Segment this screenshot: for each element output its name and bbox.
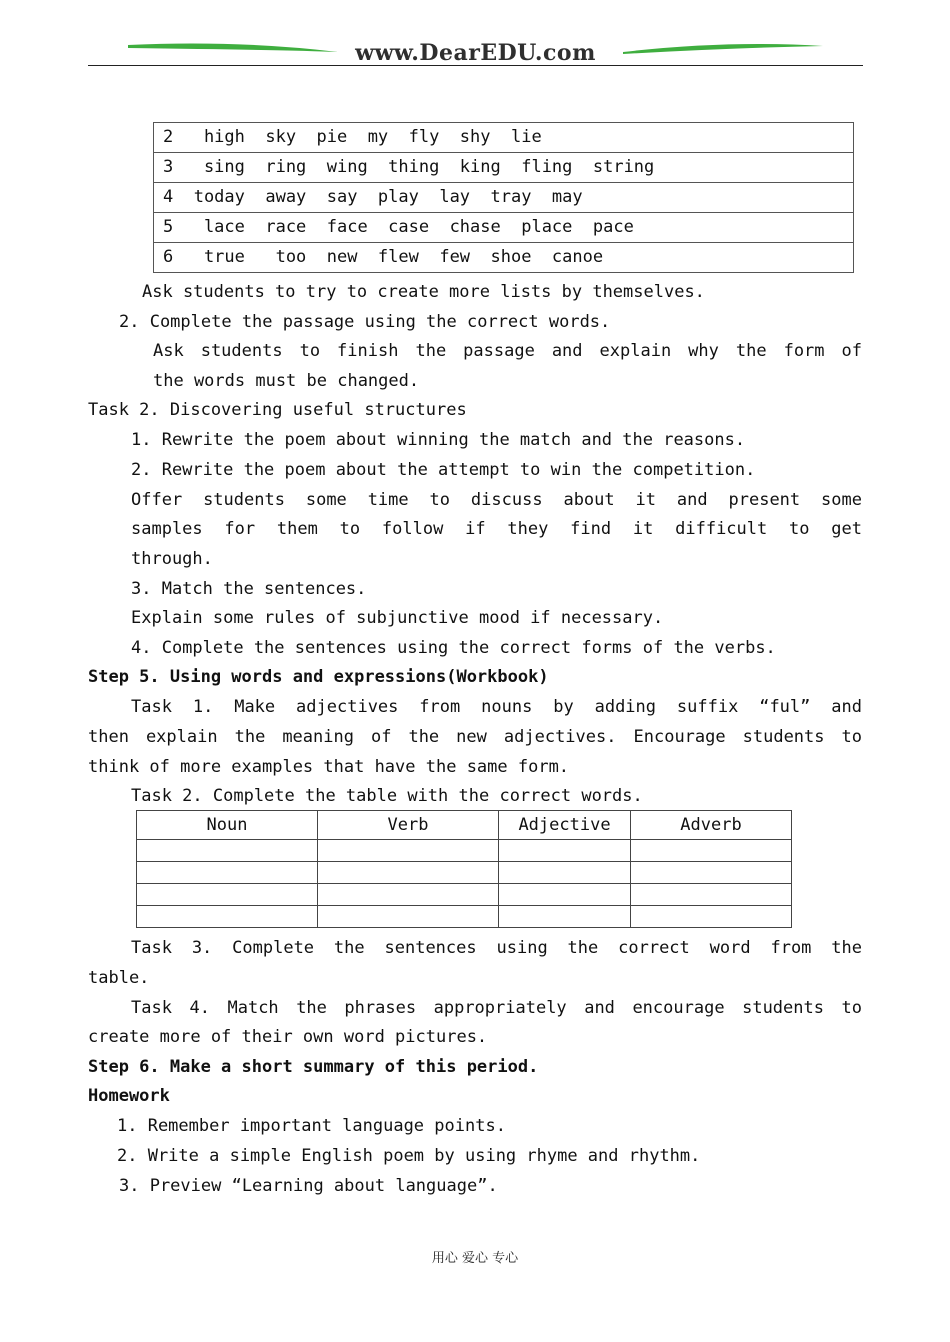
- homework-heading: Homework: [88, 1086, 170, 1106]
- text-line: table.: [88, 968, 150, 988]
- table-cell: [137, 862, 318, 884]
- list-item: 1. Remember important language points.: [117, 1116, 506, 1136]
- text-line: Ask students to finish the passage and explain why the form of: [153, 341, 862, 361]
- site-title: www.DearEDU.com: [355, 40, 596, 66]
- table-row: [154, 243, 854, 273]
- list-item: 4. Complete the sentences using the correct forms of the verbs.: [131, 638, 776, 658]
- table-row: [154, 213, 854, 243]
- table-cell: [631, 840, 792, 862]
- table-row: [137, 884, 792, 906]
- word-list-table: [153, 122, 854, 273]
- table-cell: 6 true too new flew few shoe canoe: [154, 243, 854, 273]
- word-forms-table: [136, 810, 792, 928]
- header-rule: [88, 65, 863, 66]
- table-cell: [318, 840, 499, 862]
- table-cell: 2 high sky pie my fly shy lie: [154, 123, 854, 153]
- list-item: 2. Complete the passage using the correct words.: [119, 312, 611, 332]
- text-line: Offer students some time to discuss about it and present some: [131, 490, 862, 510]
- table-row: [137, 906, 792, 928]
- list-item: 2. Write a simple English poem by using rhyme and rhythm.: [117, 1146, 701, 1166]
- text-line: through.: [131, 549, 213, 569]
- text-line: the words must be changed.: [153, 371, 420, 391]
- table-cell: [499, 862, 631, 884]
- table-cell: [318, 862, 499, 884]
- page-footer: 用心 爱心 专心: [431, 1251, 519, 1266]
- text-line: Task 1. Make adjectives from nouns by adding suffix “ful” and: [131, 697, 862, 717]
- step-heading: Step 5. Using words and expressions(Workbook): [88, 667, 549, 687]
- list-item: 1. Rewrite the poem about winning the match and the reasons.: [131, 430, 746, 450]
- column-header: Adverb: [631, 811, 792, 840]
- table-cell: [631, 884, 792, 906]
- list-item: 2. Rewrite the poem about the attempt to win the competition.: [131, 460, 756, 480]
- column-header: Noun: [137, 811, 318, 840]
- table-row: [137, 840, 792, 862]
- table-cell: [137, 884, 318, 906]
- table-cell: 5 lace race face case chase place pace: [154, 213, 854, 243]
- list-item: 3. Preview “Learning about language”.: [119, 1176, 498, 1196]
- table-cell: [631, 906, 792, 928]
- table-cell: [318, 884, 499, 906]
- text-line: Task 3. Complete the sentences using the correct word from the: [131, 938, 862, 958]
- table-row: [137, 862, 792, 884]
- table-cell: [499, 884, 631, 906]
- table-cell: 4 today away say play lay tray may: [154, 183, 854, 213]
- table-row: [154, 153, 854, 183]
- table-cell: [499, 906, 631, 928]
- text-line: think of more examples that have the same form.: [88, 757, 570, 777]
- text-line: create more of their own word pictures.: [88, 1027, 488, 1047]
- table-cell: [499, 840, 631, 862]
- table-cell: [137, 840, 318, 862]
- page-header: [88, 38, 863, 68]
- text-line: Task 4. Match the phrases appropriately and encourage students to: [131, 998, 862, 1018]
- task-heading: Task 2. Discovering useful structures: [88, 400, 467, 420]
- text-line: Explain some rules of subjunctive mood if necessary.: [131, 608, 664, 628]
- step-heading: Step 6. Make a short summary of this period.: [88, 1057, 539, 1077]
- text-line: samples for them to follow if they find it difficult to get: [131, 519, 862, 539]
- column-header: Verb: [318, 811, 499, 840]
- list-item: 3. Match the sentences.: [131, 579, 367, 599]
- column-header: Adjective: [499, 811, 631, 840]
- table-header-row: [137, 811, 792, 840]
- table-cell: [318, 906, 499, 928]
- table-row: [154, 183, 854, 213]
- text-line: Task 2. Complete the table with the correct words.: [131, 786, 643, 806]
- table-cell: [137, 906, 318, 928]
- text-line: then explain the meaning of the new adjectives. Encourage students to: [88, 727, 862, 747]
- table-row: [154, 123, 854, 153]
- table-cell: 3 sing ring wing thing king fling string: [154, 153, 854, 183]
- table-cell: [631, 862, 792, 884]
- text-line: Ask students to try to create more lists by themselves.: [142, 282, 705, 302]
